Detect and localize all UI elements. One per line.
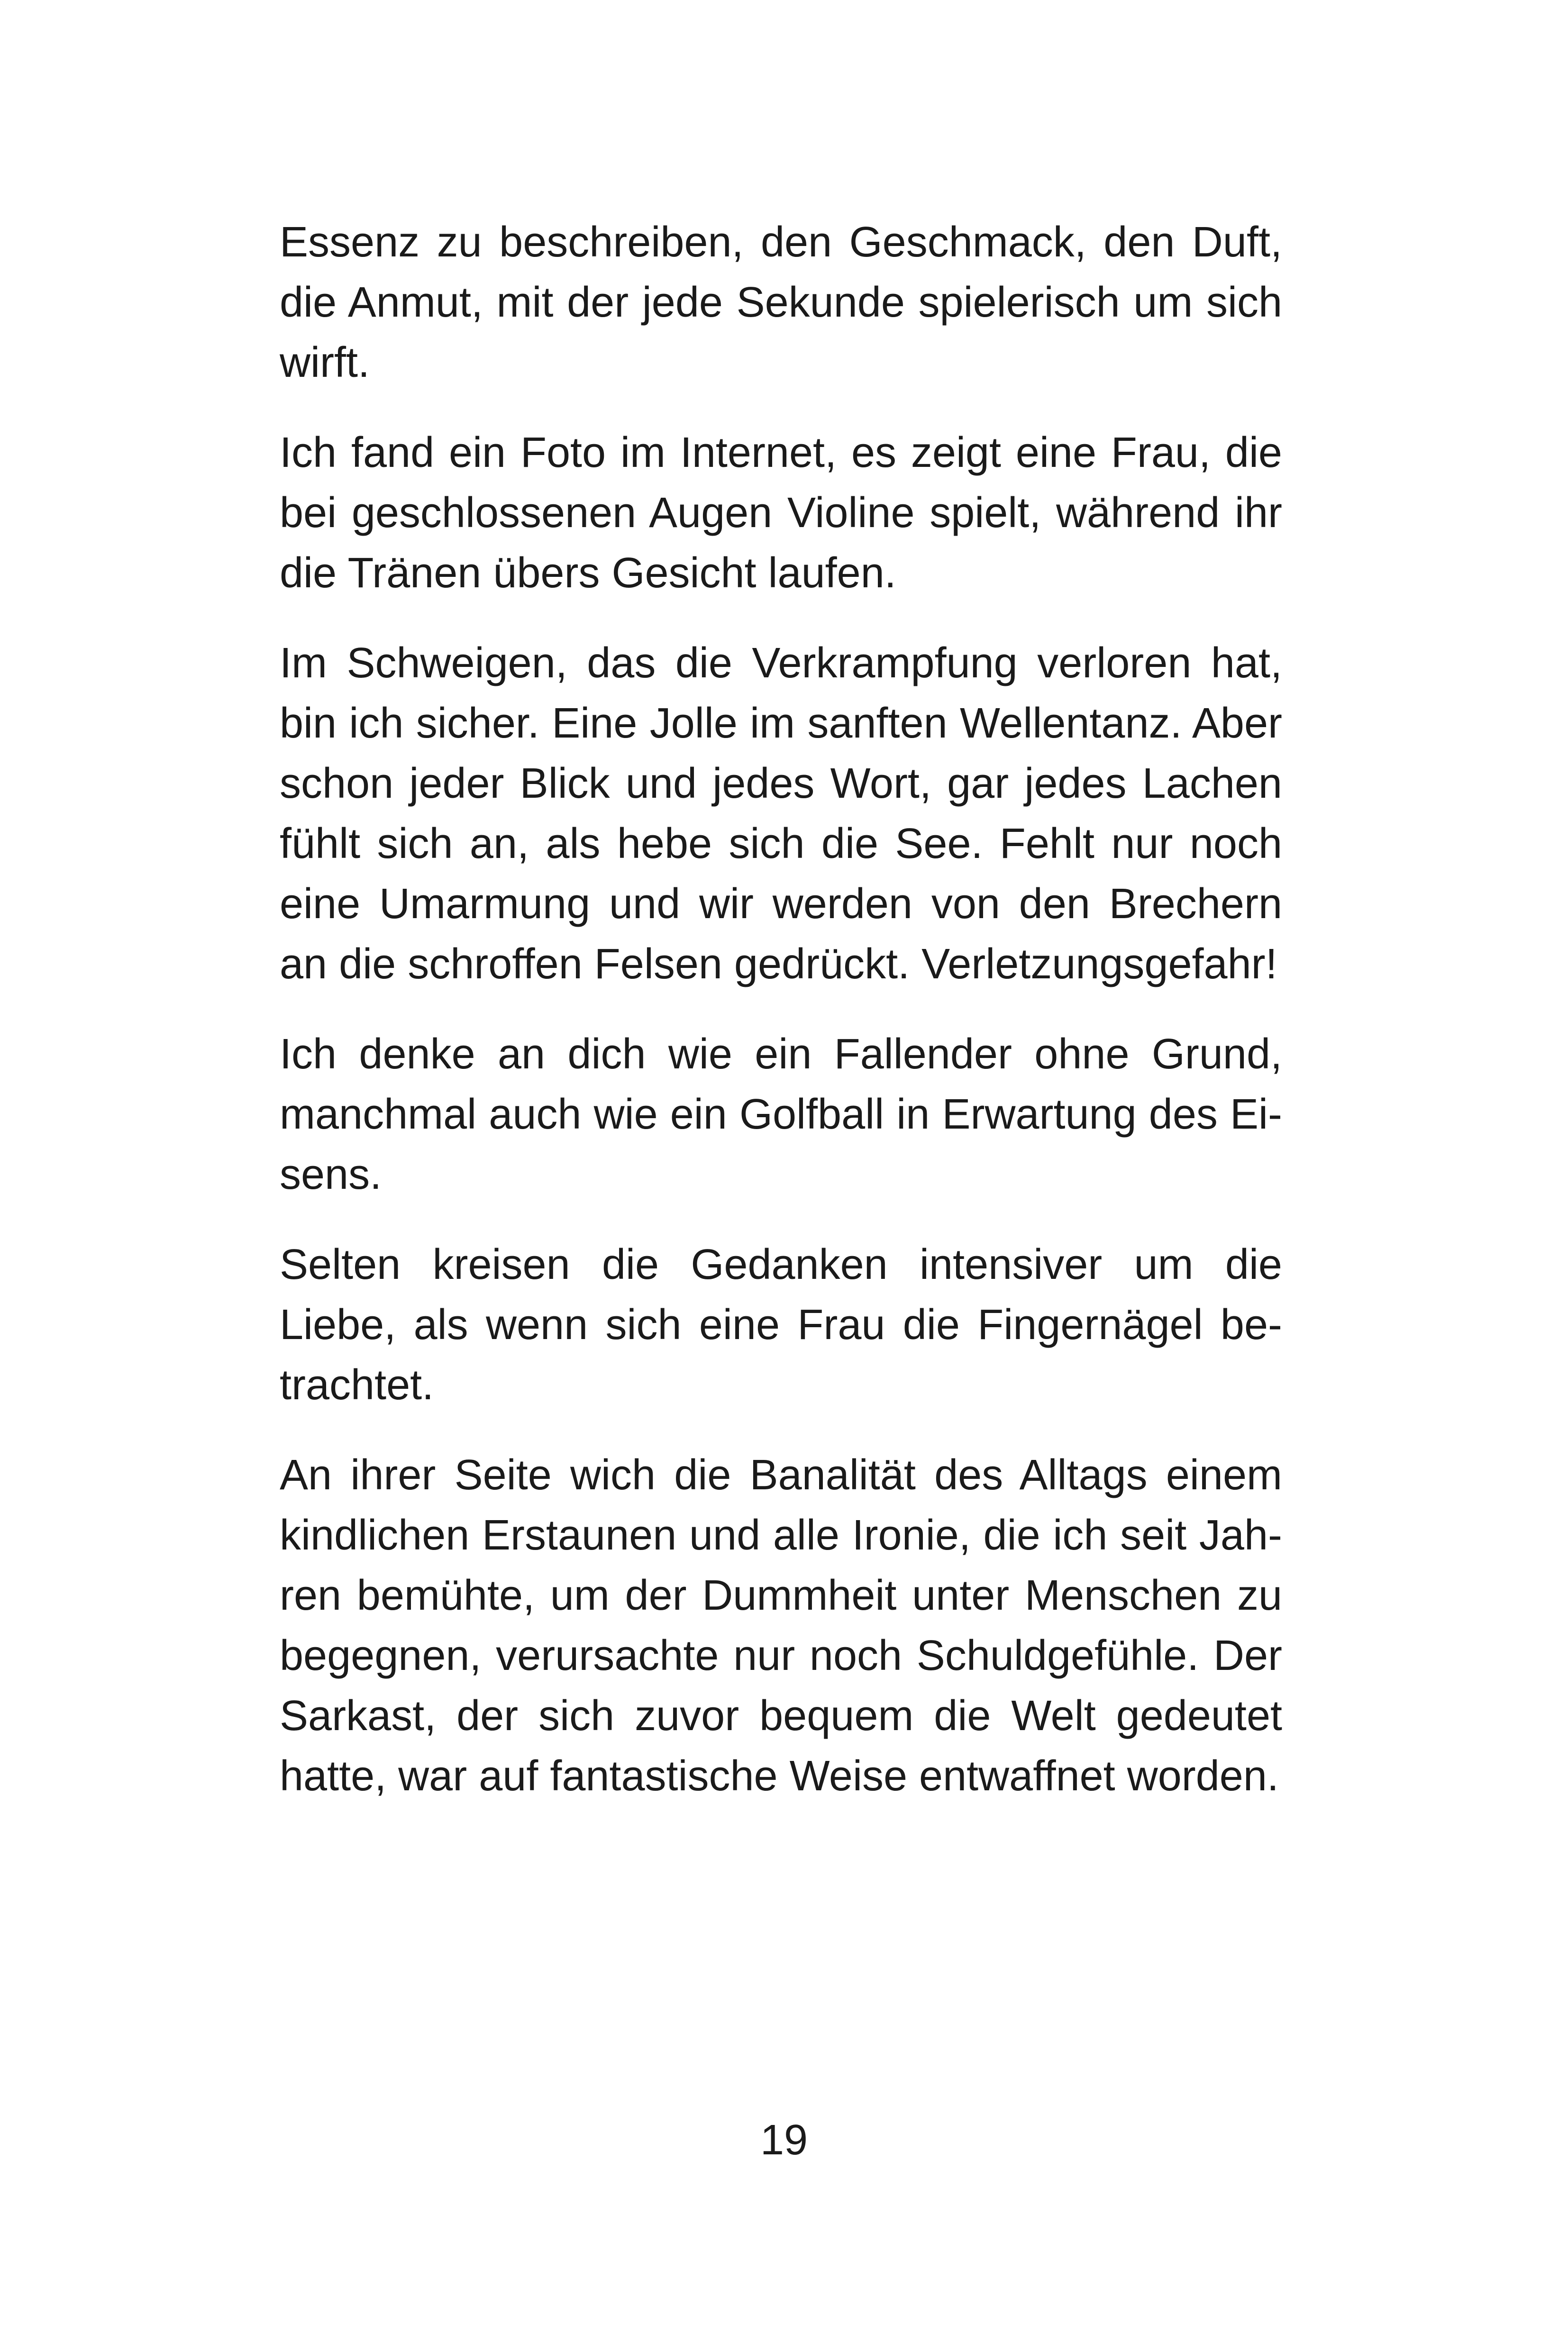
text-line: bin ich sicher. Eine Jolle im sanften Wellentanz. Aber xyxy=(280,700,1282,747)
paragraph-6 xyxy=(280,1445,1282,1806)
text-line: hatte, war auf fantastische Weise entwaffnet worden. xyxy=(280,1752,1279,1800)
paragraph-2 xyxy=(280,423,1282,603)
text-line: die Anmut, mit der jede Sekunde spielerisch um sich xyxy=(280,279,1282,326)
text-line: an die schroffen Felsen gedrückt. Verletzungsgefahr! xyxy=(280,940,1277,988)
text-line: Sarkast, der sich zuvor bequem die Welt gedeutet xyxy=(280,1692,1282,1740)
text-line: sens. xyxy=(280,1151,382,1198)
text-line: schon jeder Blick und jedes Wort, gar jedes Lachen xyxy=(280,760,1282,807)
text-line: manchmal auch wie ein Golfball in Erwartung des Ei- xyxy=(280,1091,1282,1138)
paragraph-3 xyxy=(280,633,1282,994)
text-line: bei geschlossenen Augen Violine spielt, während ihr xyxy=(280,489,1282,537)
text-line: Liebe, als wenn sich eine Frau die Fingernägel be- xyxy=(280,1301,1282,1349)
text-line: begegnen, verursachte nur noch Schuldgefühle. Der xyxy=(280,1632,1282,1679)
paragraph-4 xyxy=(280,1024,1282,1205)
page-number: 19 xyxy=(760,2116,808,2164)
paragraph-5 xyxy=(280,1235,1282,1415)
body-text xyxy=(280,212,1282,1836)
text-line: fühlt sich an, als hebe sich die See. Fehlt nur noch xyxy=(280,820,1282,867)
text-line: die Tränen übers Gesicht laufen. xyxy=(280,549,896,597)
text-line: Im Schweigen, das die Verkrampfung verloren hat, xyxy=(280,639,1282,687)
text-line: wirft. xyxy=(280,339,370,386)
text-line: trachtet. xyxy=(280,1361,434,1409)
paragraph-1 xyxy=(280,212,1282,393)
text-line: Essenz zu beschreiben, den Geschmack, den Duft, xyxy=(280,219,1282,266)
text-line: ren bemühte, um der Dummheit unter Menschen zu xyxy=(280,1572,1282,1619)
text-line: An ihrer Seite wich die Banalität des Alltags einem xyxy=(280,1451,1282,1499)
text-line: eine Umarmung und wir werden von den Brechern xyxy=(280,880,1282,928)
text-line: Ich fand ein Foto im Internet, es zeigt eine Frau, die xyxy=(280,429,1282,476)
text-line: Ich denke an dich wie ein Fallender ohne Grund, xyxy=(280,1030,1282,1078)
text-line: kindlichen Erstaunen und alle Ironie, die ich seit Jah- xyxy=(280,1512,1282,1559)
text-line: Selten kreisen die Gedanken intensiver um die xyxy=(280,1241,1282,1288)
